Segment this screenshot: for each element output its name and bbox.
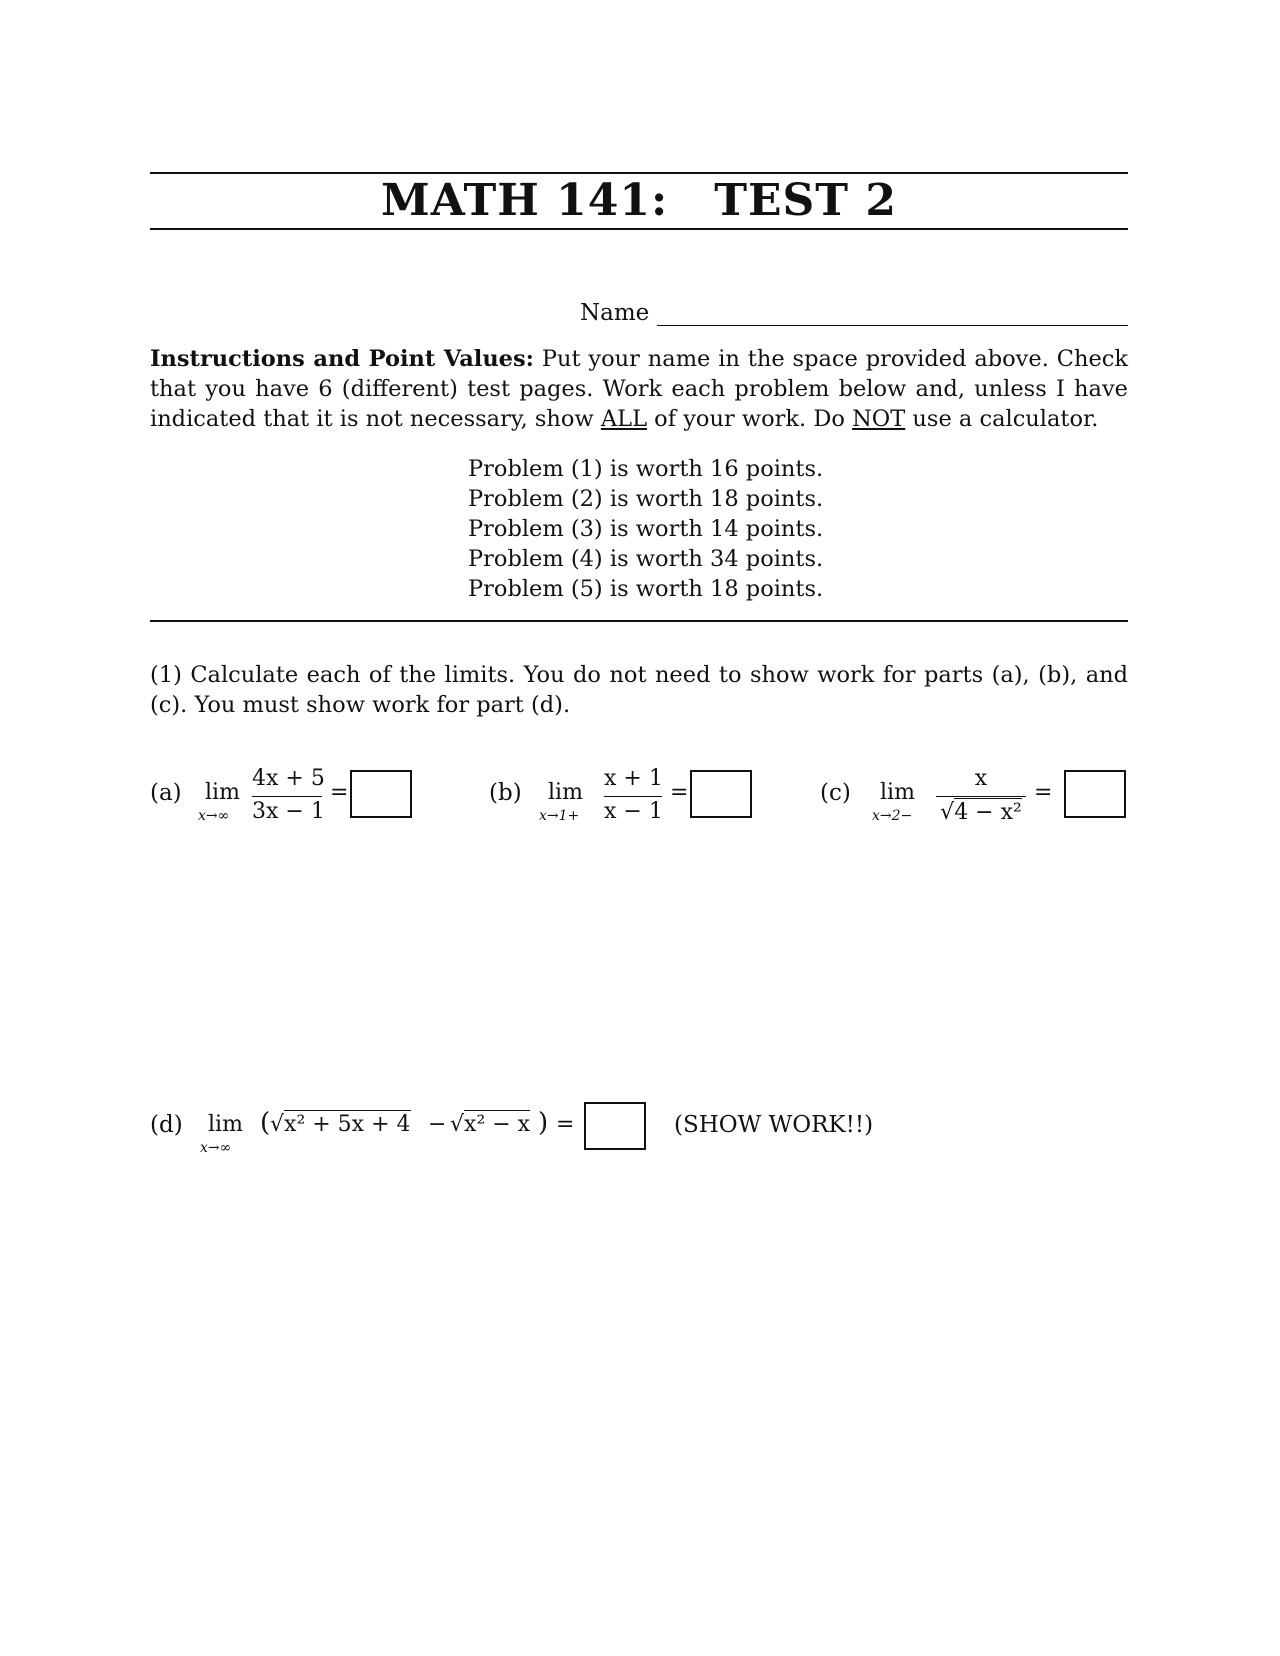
title-course: MATH 141: [381,175,669,226]
instructions-text-1: Put your name in the space provided above. Check that you have 6 (different) test pages. Work each problem below and, unless I have indicated that it is not necessary, show [150,346,1128,432]
part-d-answer-box[interactable] [584,1102,646,1150]
part-a-numerator: 4x + 5 [252,766,325,791]
part-d-lim: lim [208,1112,243,1137]
part-d-sub: x→∞ [200,1140,232,1156]
point-value-item: Problem (4) is worth 34 points. [468,546,824,572]
part-a-lim: lim [205,780,240,805]
part-b-numerator: x + 1 [604,766,663,791]
instructions-heading: Instructions and Point Values: [150,346,534,372]
emphasis-all: ALL [600,406,648,432]
part-c-answer-box[interactable] [1064,770,1126,818]
part-b-label: (b) [489,780,522,806]
part-b-fraction-bar [604,796,662,797]
part-d-sqrt-1: √x² + 5x + 4 [270,1112,411,1137]
part-b-sub: x→1+ [539,808,580,824]
part-b-denominator: x − 1 [604,799,663,824]
part-b-answer-box[interactable] [690,770,752,818]
part-a-fraction-bar [252,796,322,797]
part-a-answer-box[interactable] [350,770,412,818]
title-rule-bottom [150,228,1128,230]
part-a-equals: = [330,780,349,805]
part-c-equals: = [1034,780,1053,805]
part-d-radicand-1: x² + 5x + 4 [284,1112,411,1137]
show-work-note: (SHOW WORK!!) [674,1112,874,1138]
test-page [150,172,1128,1156]
point-value-item: Problem (3) is worth 14 points. [468,516,824,542]
name-field[interactable] [580,300,1128,326]
part-a-label: (a) [150,780,182,806]
part-b-lim: lim [548,780,583,805]
part-d-radicand-2: x² − x [464,1112,531,1137]
point-value-item: Problem (2) is worth 18 points. [468,486,824,512]
part-d-close-paren: ) [538,1108,549,1138]
point-values-list [468,454,823,604]
emphasis-not: NOT [852,406,906,432]
instructions [150,344,1128,434]
part-c-sub: x→2− [872,808,913,824]
name-label: Name [580,300,650,326]
name-blank-line[interactable] [657,301,1128,326]
instructions-text-2: of your work. Do [647,406,853,432]
part-d-equals: = [556,1112,575,1137]
part-d-open-paren: ( [260,1108,271,1138]
part-a-sub: x→∞ [198,808,230,824]
part-b-equals: = [670,780,689,805]
part-c-lim: lim [880,780,915,805]
part-c-label: (c) [820,780,851,806]
part-c-numerator: x [974,766,988,791]
part-d-minus: − [428,1112,447,1137]
part-d-sqrt-2: √x² − x [450,1112,531,1137]
page-title [150,174,1128,228]
part-c-fraction-bar [936,796,1026,797]
part-d-label: (d) [150,1112,183,1138]
point-value-item: Problem (5) is worth 18 points. [468,576,824,602]
part-c-denominator: √4 − x² [940,800,1022,825]
title-test: TEST 2 [714,175,897,226]
section-divider [150,620,1128,622]
point-value-item: Problem (1) is worth 16 points. [468,456,824,482]
instructions-text-3: use a calculator. [905,406,1099,432]
part-a-denominator: 3x − 1 [252,799,325,824]
part-c-radicand: 4 − x² [954,800,1022,825]
problem-1-statement: (1) Calculate each of the limits. You do not need to show work for parts (a), (b), and (c). You must show work for part (d). [150,662,1128,718]
